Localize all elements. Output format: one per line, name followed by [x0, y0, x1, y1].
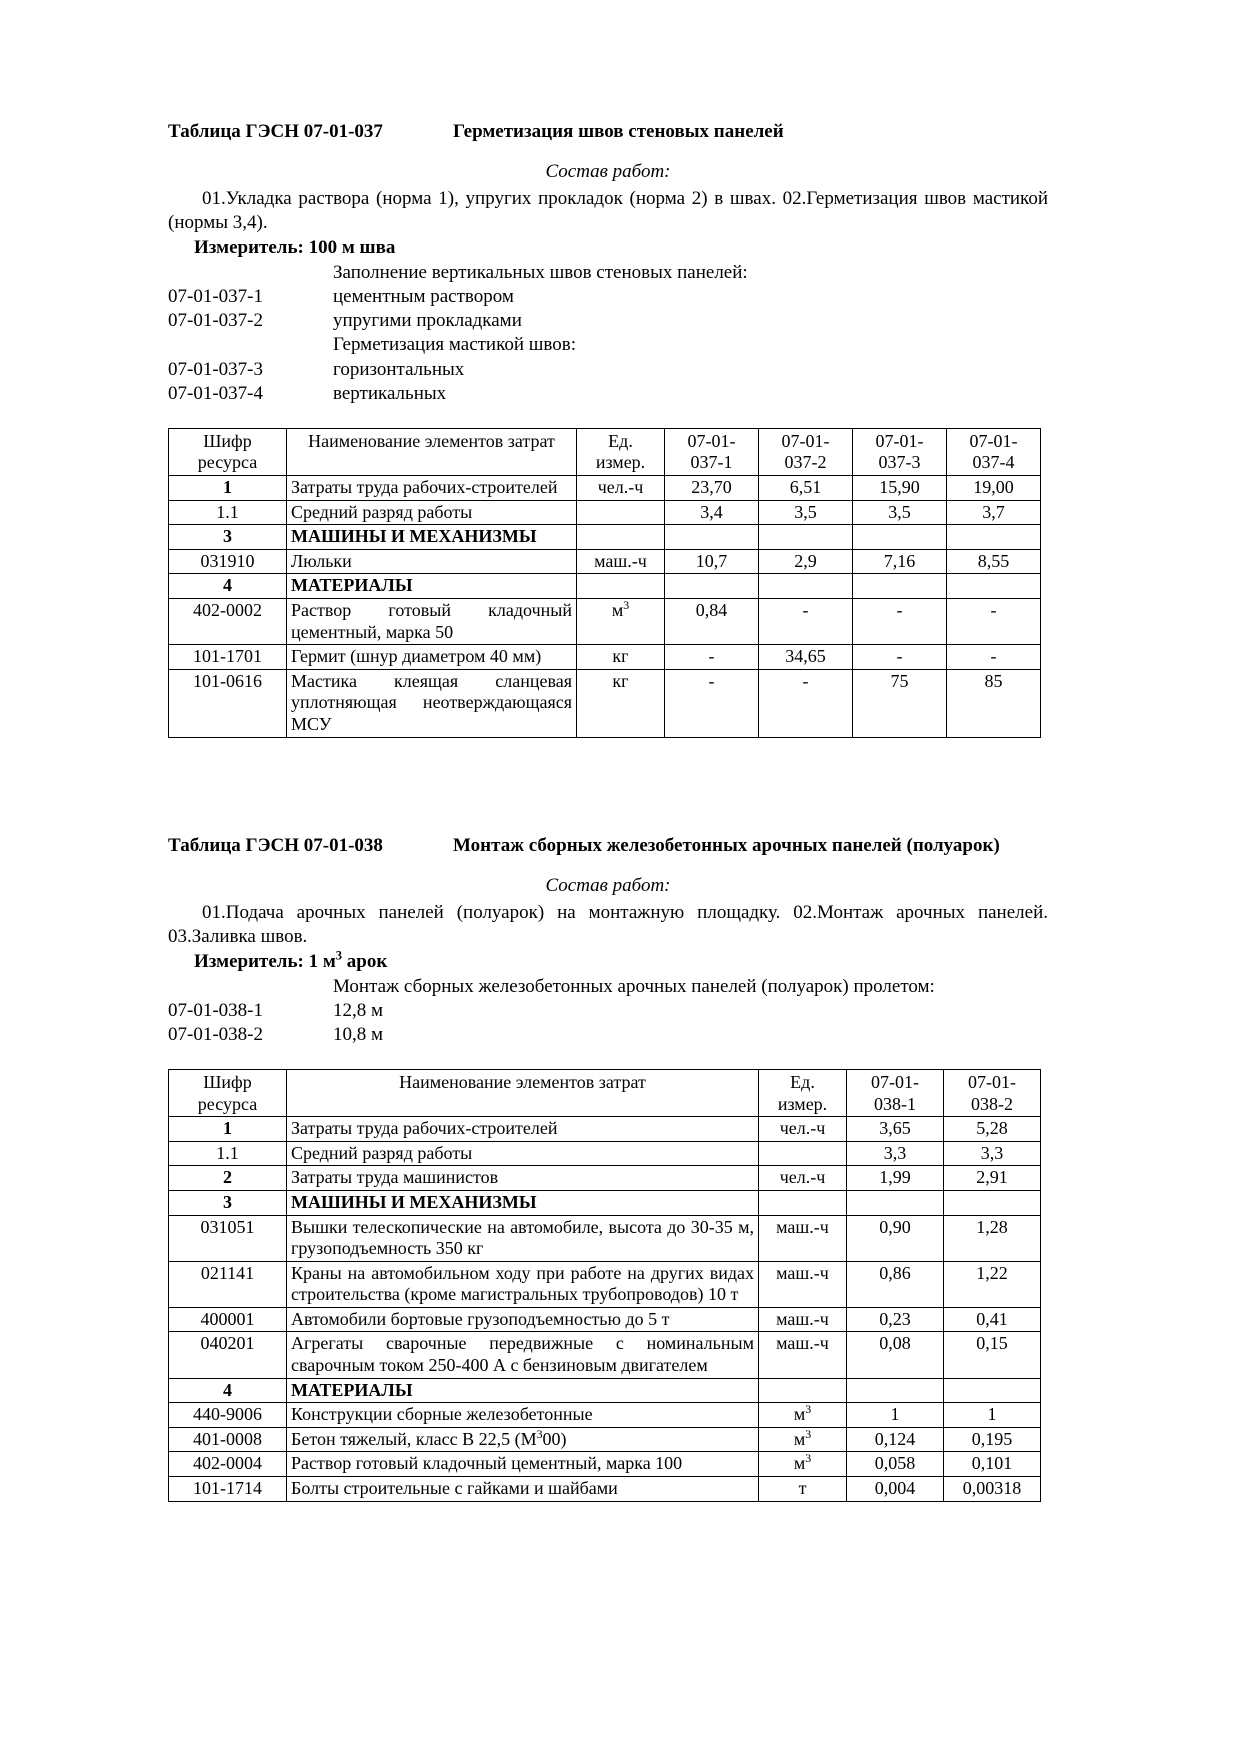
- cell-unit: чел.-ч: [759, 1117, 847, 1142]
- cell-name: Мастика клеящая сланцевая уплотняющая неотверждающаяся МСУ: [287, 669, 577, 737]
- cell-value: 0,124: [847, 1427, 944, 1452]
- cell-name: Агрегаты сварочные передвижные с номинальным сварочным током 250-400 А с бензиновым двигателем: [287, 1332, 759, 1378]
- cell-value: 34,65: [759, 645, 853, 670]
- th-norm-1: 07-01- 037-1: [665, 428, 759, 475]
- cell-unit: $м^3$: [759, 1452, 847, 1477]
- norm-item: [168, 358, 1048, 382]
- table-row: [169, 1452, 1041, 1477]
- cell-unit: маш.-ч: [759, 1215, 847, 1261]
- cell-value: [759, 574, 853, 599]
- section1-izmeritel: Измеритель: 100 м шва: [194, 237, 396, 259]
- cell-value: [947, 574, 1041, 599]
- norm-code: 07-01-037-1: [168, 286, 263, 308]
- th-name: Наименование элементов затрат: [287, 1069, 759, 1116]
- th-norm-2: 07-01- 037-2: [759, 428, 853, 475]
- cell-unit: маш.-ч: [759, 1307, 847, 1332]
- cell-value: 3,7: [947, 500, 1041, 525]
- cell-code: 3: [169, 525, 287, 550]
- cell-group-title: МАТЕРИАЛЫ: [287, 1378, 759, 1403]
- cell-value: 1,28: [944, 1215, 1041, 1261]
- section2-norm-list: [168, 975, 1048, 1047]
- cell-value: 3,5: [853, 500, 947, 525]
- cell-value: 1,99: [847, 1166, 944, 1191]
- norm-item: [168, 999, 1048, 1023]
- cell-value: 8,55: [947, 549, 1041, 574]
- cell-name: Бетон тяжелый, класс В 22,5 $(М^300)$: [287, 1427, 759, 1452]
- cell-value: 7,16: [853, 549, 947, 574]
- table-group-row: [169, 525, 1041, 550]
- cell-code: 1: [169, 1117, 287, 1142]
- cell-value: -: [853, 645, 947, 670]
- norm-item: [168, 1023, 1048, 1047]
- cell-unit: [577, 525, 665, 550]
- th-norm-4: 07-01- 037-4: [947, 428, 1041, 475]
- cell-name: Краны на автомобильном ходу при работе на других видах строительства (кроме магистральных трубопроводов) 10 т: [287, 1261, 759, 1307]
- cell-value: 0,00318: [944, 1477, 1041, 1502]
- cell-value: 0,90: [847, 1215, 944, 1261]
- section2-izmeritel: [194, 948, 1048, 973]
- table-group-row: [169, 574, 1041, 599]
- cell-value: [944, 1190, 1041, 1215]
- section1-sostav-text: 01.Укладка раствора (норма 1), упругих прокладок (норма 2) в швах. 02.Герметизация швов мастикой (нормы 3,4).: [168, 188, 1048, 234]
- cell-name: Конструкции сборные железобетонные: [287, 1403, 759, 1428]
- cell-code: 400001: [169, 1307, 287, 1332]
- cell-unit: кг: [577, 645, 665, 670]
- cell-unit: кг: [577, 669, 665, 737]
- cell-unit: маш.-ч: [759, 1261, 847, 1307]
- cell-value: 1: [944, 1403, 1041, 1428]
- cell-code: 101-1714: [169, 1477, 287, 1502]
- document-page: [168, 120, 1048, 1502]
- cell-value: 23,70: [665, 475, 759, 500]
- table-row: [169, 645, 1041, 670]
- table-row: [169, 1141, 1041, 1166]
- th-norm-3: 07-01- 037-3: [853, 428, 947, 475]
- cell-value: -: [947, 645, 1041, 670]
- cell-unit: $м^3$: [577, 598, 665, 644]
- section2-heading: [168, 834, 1048, 857]
- th-norm-1: 07-01- 038-1: [847, 1069, 944, 1116]
- cell-value: 1: [847, 1403, 944, 1428]
- cell-value: 2,91: [944, 1166, 1041, 1191]
- cell-code: 1.1: [169, 500, 287, 525]
- norm-item: [168, 975, 1048, 999]
- table-row: [169, 1332, 1041, 1378]
- cell-value: [759, 525, 853, 550]
- cell-value: 75: [853, 669, 947, 737]
- cell-value: 3,3: [847, 1141, 944, 1166]
- section1-heading-title: Герметизация швов стеновых панелей: [453, 121, 784, 142]
- norm-item: [168, 309, 1048, 333]
- resource-table-07-01-037: [168, 428, 1041, 738]
- cell-value: 5,28: [944, 1117, 1041, 1142]
- cell-code: 1: [169, 475, 287, 500]
- th-shifr: Шифр ресурса: [169, 1069, 287, 1116]
- table-row: [169, 1403, 1041, 1428]
- table-row: [169, 1427, 1041, 1452]
- cell-code: 402-0002: [169, 598, 287, 644]
- cell-value: 1,22: [944, 1261, 1041, 1307]
- section2-sostav-text: 01.Подача арочных панелей (полуарок) на монтажную площадку. 02.Монтаж арочных панелей. 03.Заливка швов.: [168, 901, 1048, 947]
- norm-desc: Герметизация мастикой швов:: [333, 334, 577, 356]
- cell-code: 440-9006: [169, 1403, 287, 1428]
- cell-value: -: [665, 645, 759, 670]
- cell-name: Раствор готовый кладочный цементный, марка 100: [287, 1452, 759, 1477]
- cell-code: 101-0616: [169, 669, 287, 737]
- cell-code: 402-0004: [169, 1452, 287, 1477]
- cell-code: 1.1: [169, 1141, 287, 1166]
- section-spacer: [168, 738, 1048, 834]
- cell-unit: [577, 500, 665, 525]
- cell-code: 031051: [169, 1215, 287, 1261]
- cell-value: 0,15: [944, 1332, 1041, 1378]
- cell-unit: $м^3$: [759, 1427, 847, 1452]
- cell-value: -: [853, 598, 947, 644]
- norm-code: [168, 975, 333, 999]
- norm-desc: цементным раствором: [333, 286, 514, 308]
- table-row: [169, 475, 1041, 500]
- cell-value: [944, 1378, 1041, 1403]
- cell-code: 031910: [169, 549, 287, 574]
- cell-name: Люльки: [287, 549, 577, 574]
- cell-value: 0,23: [847, 1307, 944, 1332]
- cell-value: 0,195: [944, 1427, 1041, 1452]
- cell-code: 401-0008: [169, 1427, 287, 1452]
- cell-value: 15,90: [853, 475, 947, 500]
- cell-code: 021141: [169, 1261, 287, 1307]
- cell-value: [853, 574, 947, 599]
- table-row: [169, 1307, 1041, 1332]
- cell-value: 0,101: [944, 1452, 1041, 1477]
- table-row: [169, 1117, 1041, 1142]
- cell-value: -: [947, 598, 1041, 644]
- norm-code: 07-01-037-3: [168, 358, 263, 380]
- table-row: [169, 1215, 1041, 1261]
- cell-name: Автомобили бортовые грузоподъемностью до 5 т: [287, 1307, 759, 1332]
- cell-code: 040201: [169, 1332, 287, 1378]
- norm-desc: горизонтальных: [333, 358, 465, 380]
- cell-unit: $м^3$: [759, 1403, 847, 1428]
- table-group-row: [169, 1378, 1041, 1403]
- section1-heading: [168, 120, 1048, 143]
- table-header-row: [169, 1069, 1041, 1116]
- cell-unit: маш.-ч: [759, 1332, 847, 1378]
- cell-unit: [577, 574, 665, 599]
- norm-desc: упругими прокладками: [333, 310, 522, 332]
- th-unit: Ед. измер.: [759, 1069, 847, 1116]
- cell-value: 19,00: [947, 475, 1041, 500]
- cell-value: 3,65: [847, 1117, 944, 1142]
- table-row: [169, 598, 1041, 644]
- cell-name: Затраты труда рабочих-строителей: [287, 475, 577, 500]
- cell-code: 4: [169, 574, 287, 599]
- norm-code: [168, 261, 333, 285]
- cell-value: 10,7: [665, 549, 759, 574]
- norm-item: [168, 285, 1048, 309]
- cell-name: Затраты труда машинистов: [287, 1166, 759, 1191]
- table-row: [169, 1477, 1041, 1502]
- cell-code: 2: [169, 1166, 287, 1191]
- cell-value: 6,51: [759, 475, 853, 500]
- table-row: [169, 549, 1041, 574]
- cell-name: Средний разряд работы: [287, 500, 577, 525]
- th-norm-2: 07-01- 038-2: [944, 1069, 1041, 1116]
- section2-heading-title: Монтаж сборных железобетонных арочных панелей (полуарок): [453, 834, 1000, 856]
- cell-group-title: МАТЕРИАЛЫ: [287, 574, 577, 599]
- cell-value: [847, 1190, 944, 1215]
- cell-group-title: МАШИНЫ И МЕХАНИЗМЫ: [287, 1190, 759, 1215]
- norm-desc: 12,8 м: [333, 999, 384, 1021]
- section-07-01-037: [168, 120, 1048, 738]
- cell-code: 4: [169, 1378, 287, 1403]
- table-row: [169, 1166, 1041, 1191]
- th-unit: Ед. измер.: [577, 428, 665, 475]
- cell-unit: [759, 1141, 847, 1166]
- cell-name: Гермит (шнур диаметром 40 мм): [287, 645, 577, 670]
- norm-code: 07-01-038-1: [168, 999, 263, 1021]
- cell-name: Болты строительные с гайками и шайбами: [287, 1477, 759, 1502]
- cell-unit: чел.-ч: [759, 1166, 847, 1191]
- cell-name: Вышки телескопические на автомобиле, высота до 30-35 м, грузоподъемность 350 кг: [287, 1215, 759, 1261]
- table-row: [169, 1261, 1041, 1307]
- cell-unit: т: [759, 1477, 847, 1502]
- norm-desc: вертикальных: [333, 382, 447, 404]
- cell-value: 0,41: [944, 1307, 1041, 1332]
- section2-sostav-label: Состав работ:: [545, 874, 671, 896]
- cell-value: 0,86: [847, 1261, 944, 1307]
- norm-code: [168, 333, 333, 357]
- norm-desc: Монтаж сборных железобетонных арочных панелей (полуарок) пролетом:: [333, 975, 935, 997]
- cell-value: -: [759, 669, 853, 737]
- cell-value: [665, 574, 759, 599]
- cell-code: 101-1701: [169, 645, 287, 670]
- norm-desc: 10,8 м: [333, 1023, 384, 1045]
- cell-value: 3,5: [759, 500, 853, 525]
- norm-code: 07-01-038-2: [168, 1023, 263, 1045]
- th-shifr: Шифр ресурса: [169, 428, 287, 475]
- izmeritel-sup: 3: [335, 948, 343, 963]
- cell-unit: чел.-ч: [577, 475, 665, 500]
- cell-value: 3,4: [665, 500, 759, 525]
- cell-value: 0,004: [847, 1477, 944, 1502]
- cell-value: [665, 525, 759, 550]
- cell-unit: маш.-ч: [577, 549, 665, 574]
- section1-sostav-label: Состав работ:: [545, 161, 671, 183]
- section1-heading-code: Таблица ГЭСН 07-01-037: [168, 121, 383, 142]
- norm-desc: Заполнение вертикальных швов стеновых панелей:: [333, 262, 748, 284]
- table-group-row: [169, 1190, 1041, 1215]
- cell-value: -: [759, 598, 853, 644]
- norm-item: [168, 382, 1048, 406]
- resource-table-07-01-038: [168, 1069, 1041, 1502]
- cell-value: 0,08: [847, 1332, 944, 1378]
- cell-name: Затраты труда рабочих-строителей: [287, 1117, 759, 1142]
- section2-heading-code: Таблица ГЭСН 07-01-038: [168, 834, 383, 856]
- th-name: Наименование элементов затрат: [287, 428, 577, 475]
- cell-value: 0,058: [847, 1452, 944, 1477]
- section1-norm-list: [168, 261, 1048, 406]
- cell-value: 2,9: [759, 549, 853, 574]
- table-row: [169, 669, 1041, 737]
- cell-value: -: [665, 669, 759, 737]
- cell-name: Раствор готовый кладочный цементный, марка 50: [287, 598, 577, 644]
- table-header-row: [169, 428, 1041, 475]
- cell-value: [853, 525, 947, 550]
- cell-value: 0,84: [665, 598, 759, 644]
- norm-item: [168, 333, 1048, 357]
- cell-code: 3: [169, 1190, 287, 1215]
- norm-code: 07-01-037-2: [168, 310, 263, 332]
- cell-value: 3,3: [944, 1141, 1041, 1166]
- izmeritel-suffix: арок: [342, 950, 388, 972]
- cell-value: [947, 525, 1041, 550]
- section-07-01-038: [168, 834, 1048, 1502]
- izmeritel-prefix: Измеритель: 1 м: [194, 950, 336, 972]
- norm-item: [168, 261, 1048, 285]
- cell-group-title: МАШИНЫ И МЕХАНИЗМЫ: [287, 525, 577, 550]
- cell-value: [847, 1378, 944, 1403]
- cell-unit: [759, 1190, 847, 1215]
- cell-unit: [759, 1378, 847, 1403]
- table-row: [169, 500, 1041, 525]
- cell-name: Средний разряд работы: [287, 1141, 759, 1166]
- norm-code: 07-01-037-4: [168, 382, 263, 404]
- cell-value: 85: [947, 669, 1041, 737]
